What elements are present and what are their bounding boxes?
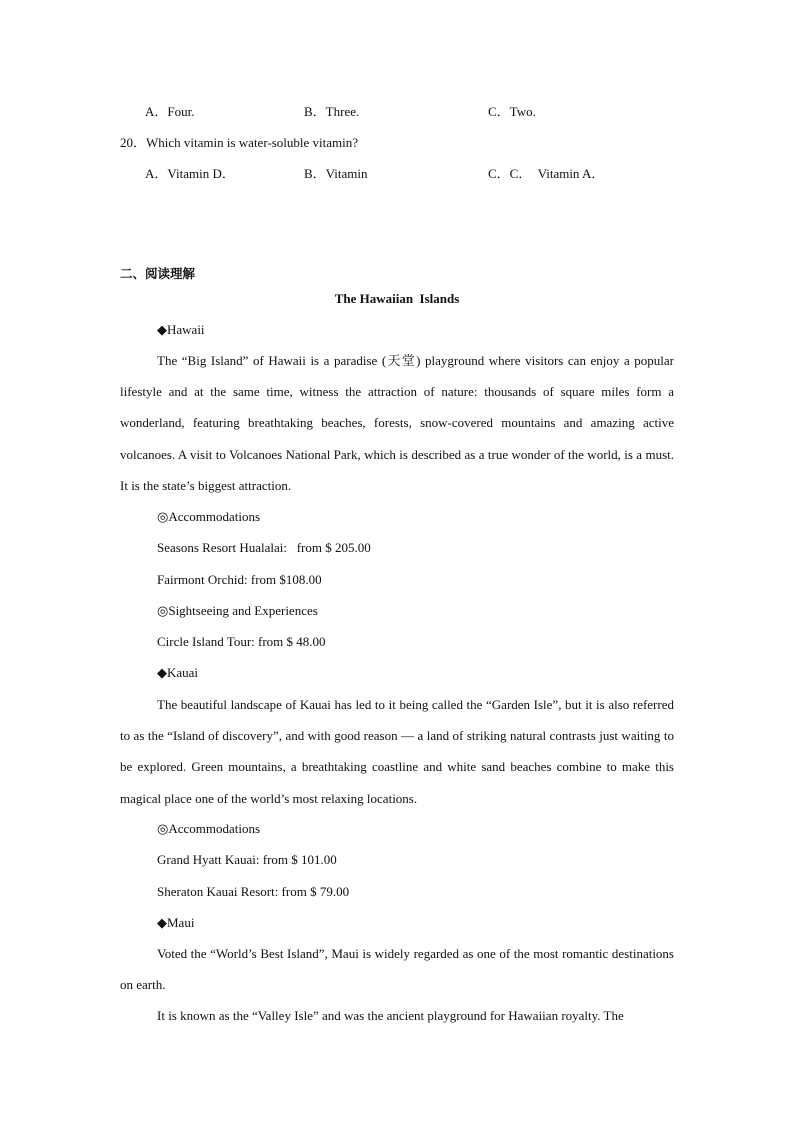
hawaii-heading: ◆Hawaii bbox=[157, 322, 205, 337]
article-title: The Hawaiian Islands bbox=[334, 291, 460, 306]
q20-option-c: C．C． Vitamin A． bbox=[488, 166, 605, 181]
q19-option-a: A．Four. bbox=[145, 104, 195, 119]
q20-stem: 20．Which vitamin is water-soluble vitamin? bbox=[120, 135, 359, 150]
kauai-accommodations-heading: ◎Accommodations bbox=[157, 821, 261, 836]
kauai-paragraph: The beautiful landscape of Kauai has led to it being called the “Garden Isle”, but it is also referred to as the “Island of discovery”, and with good reason — a land of striking natural contrasts just waiting to be explored. Green mountains, a breathtaking coastline and white sand beaches combine to make this magical place one of the world’s most relaxing locations. bbox=[120, 697, 674, 806]
q20-option-b: B．Vitamin bbox=[304, 166, 368, 181]
q20-option-a: A．Vitamin D． bbox=[145, 166, 235, 181]
maui-paragraph-2: It is known as the “Valley Isle” and was the ancient playground for Hawaiian royalty. The bbox=[157, 1008, 624, 1023]
hawaii-sightseeing-heading: ◎Sightseeing and Experiences bbox=[157, 603, 318, 618]
hawaii-paragraph: The “Big Island” of Hawaii is a paradise (天堂) playground where visitors can enjoy a popular lifestyle and at the same time, witness the attraction of nature: thousands of square miles form a wonderland, featuring breathtaking beaches, forests, snow-covered mountains and amazing active volcanoes. A visit to Volcanoes National Park, which is described as a true wonder of the world, is a must. It is the state’s biggest attraction. bbox=[120, 353, 674, 493]
hawaii-sightseeing-1: Circle Island Tour: from $ 48.00 bbox=[157, 634, 326, 649]
section-title: 二、阅读理解 bbox=[120, 266, 196, 281]
hawaii-accommodation-1: Seasons Resort Hualalai: from $ 205.00 bbox=[157, 540, 371, 555]
q19-option-b: B．Three. bbox=[304, 104, 360, 119]
q19-option-c: C．Two. bbox=[488, 104, 536, 119]
hawaii-accommodation-2: Fairmont Orchid: from $108.00 bbox=[157, 572, 322, 587]
maui-paragraph-1: Voted the “World’s Best Island”, Maui is widely regarded as one of the most romantic destinations on earth. bbox=[120, 946, 674, 993]
kauai-heading: ◆Kauai bbox=[157, 665, 199, 680]
hawaii-accommodations-heading: ◎Accommodations bbox=[157, 509, 261, 524]
kauai-accommodation-1: Grand Hyatt Kauai: from $ 101.00 bbox=[157, 852, 337, 867]
kauai-accommodation-2: Sheraton Kauai Resort: from $ 79.00 bbox=[157, 884, 350, 899]
maui-heading: ◆Maui bbox=[157, 915, 195, 930]
